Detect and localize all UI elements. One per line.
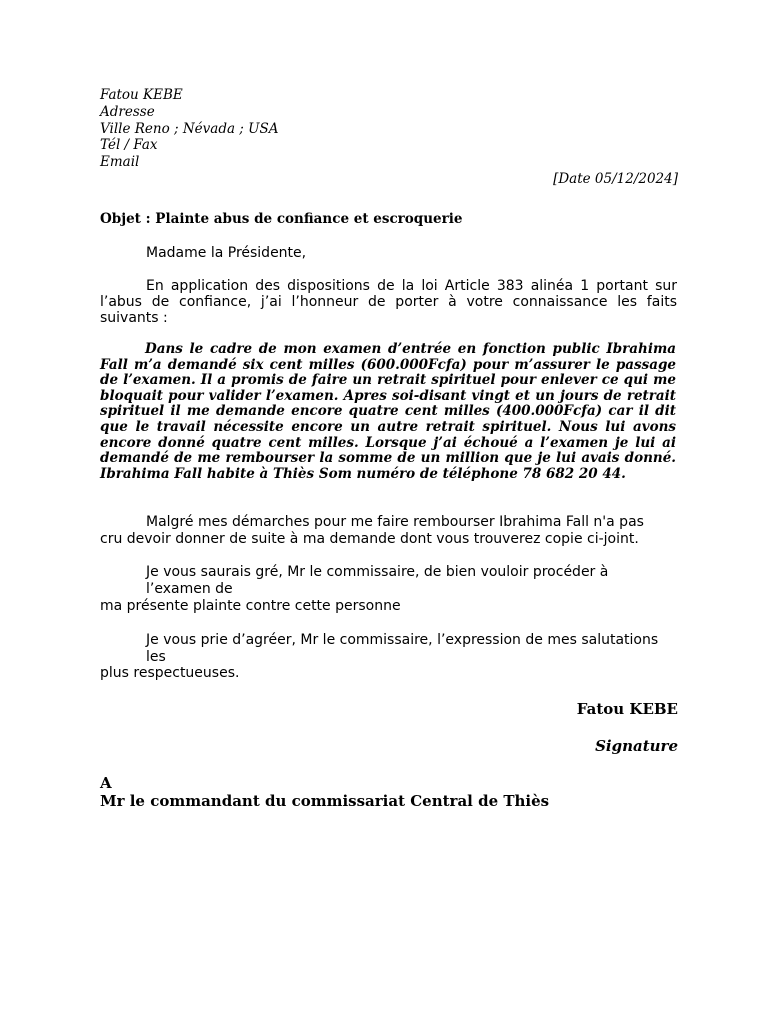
sender-name: Fatou KEBE [100,87,183,103]
intro-paragraph: En application des dispositions de la loi Article 383 alinéa 1 portant sur l’abus de confiance, j’ai l’honneur de porter à votre connaissance les faits suivants : [100,278,677,326]
sender-address: Adresse [100,103,155,120]
signature-name: Fatou KEBE [576,700,678,718]
facts-paragraph: Dans le cadre de mon examen d’entrée en fonction public Ibrahima Fall m’a demandé six cent milles (600.000Fcfa) pour m’assurer le passage de l’examen. Il a promis de faire un retrait spirituel pour enlever ce qui me bloquait pour valider l’examen. Apres soi-disant vingt et un jours de retrait spirituel il me demande encore quatre cent milles (400.000Fcfa) car il dit que le travail nécessite encore un autre retrait spirituel. Nous lui avons encore donné quatre cent milles. Lorsque j’ai échoué a l’examen je lui ai demandé de me rembourser la somme de un million que je lui avais donné. Ibrahima Fall habite à Thiès Som numéro de téléphone 78 682 20 44. [100,341,676,482]
letter-subject: Objet : Plainte abus de confiance et escroquerie [100,211,463,227]
sender-city: Ville Reno ; Névada ; USA [100,120,279,137]
closing-last-line: plus respectueuses. [100,665,240,681]
salutation: Madame la Présidente, [146,245,307,261]
letter-date: [Date 05/12/2024] [553,171,678,187]
sender-phone: Tél / Fax [100,137,158,154]
signature-label: Signature [595,737,678,755]
request-first-line: Je vous saurais gré, Mr le commissaire, de bien vouloir procéder à l’examen de [146,564,609,597]
recipient-block [100,774,549,810]
request-last-line: ma présente plainte contre cette personne [100,598,401,614]
closing-first-line: Je vous prie d’agréer, Mr le commissaire, l’expression de mes salutations les [146,632,659,665]
sender-email: Email [100,154,140,171]
followup-line-1: Malgré mes démarches pour me faire rembourser Ibrahima Fall n'a pas [146,514,644,530]
followup-line-2: cru devoir donner de suite à ma demande dont vous trouverez copie ci-joint. [100,531,639,547]
recipient-line-1: A [100,774,112,792]
recipient-line-2: Mr le commandant du commissariat Central de Thiès [100,792,550,810]
sender-block [100,87,279,171]
